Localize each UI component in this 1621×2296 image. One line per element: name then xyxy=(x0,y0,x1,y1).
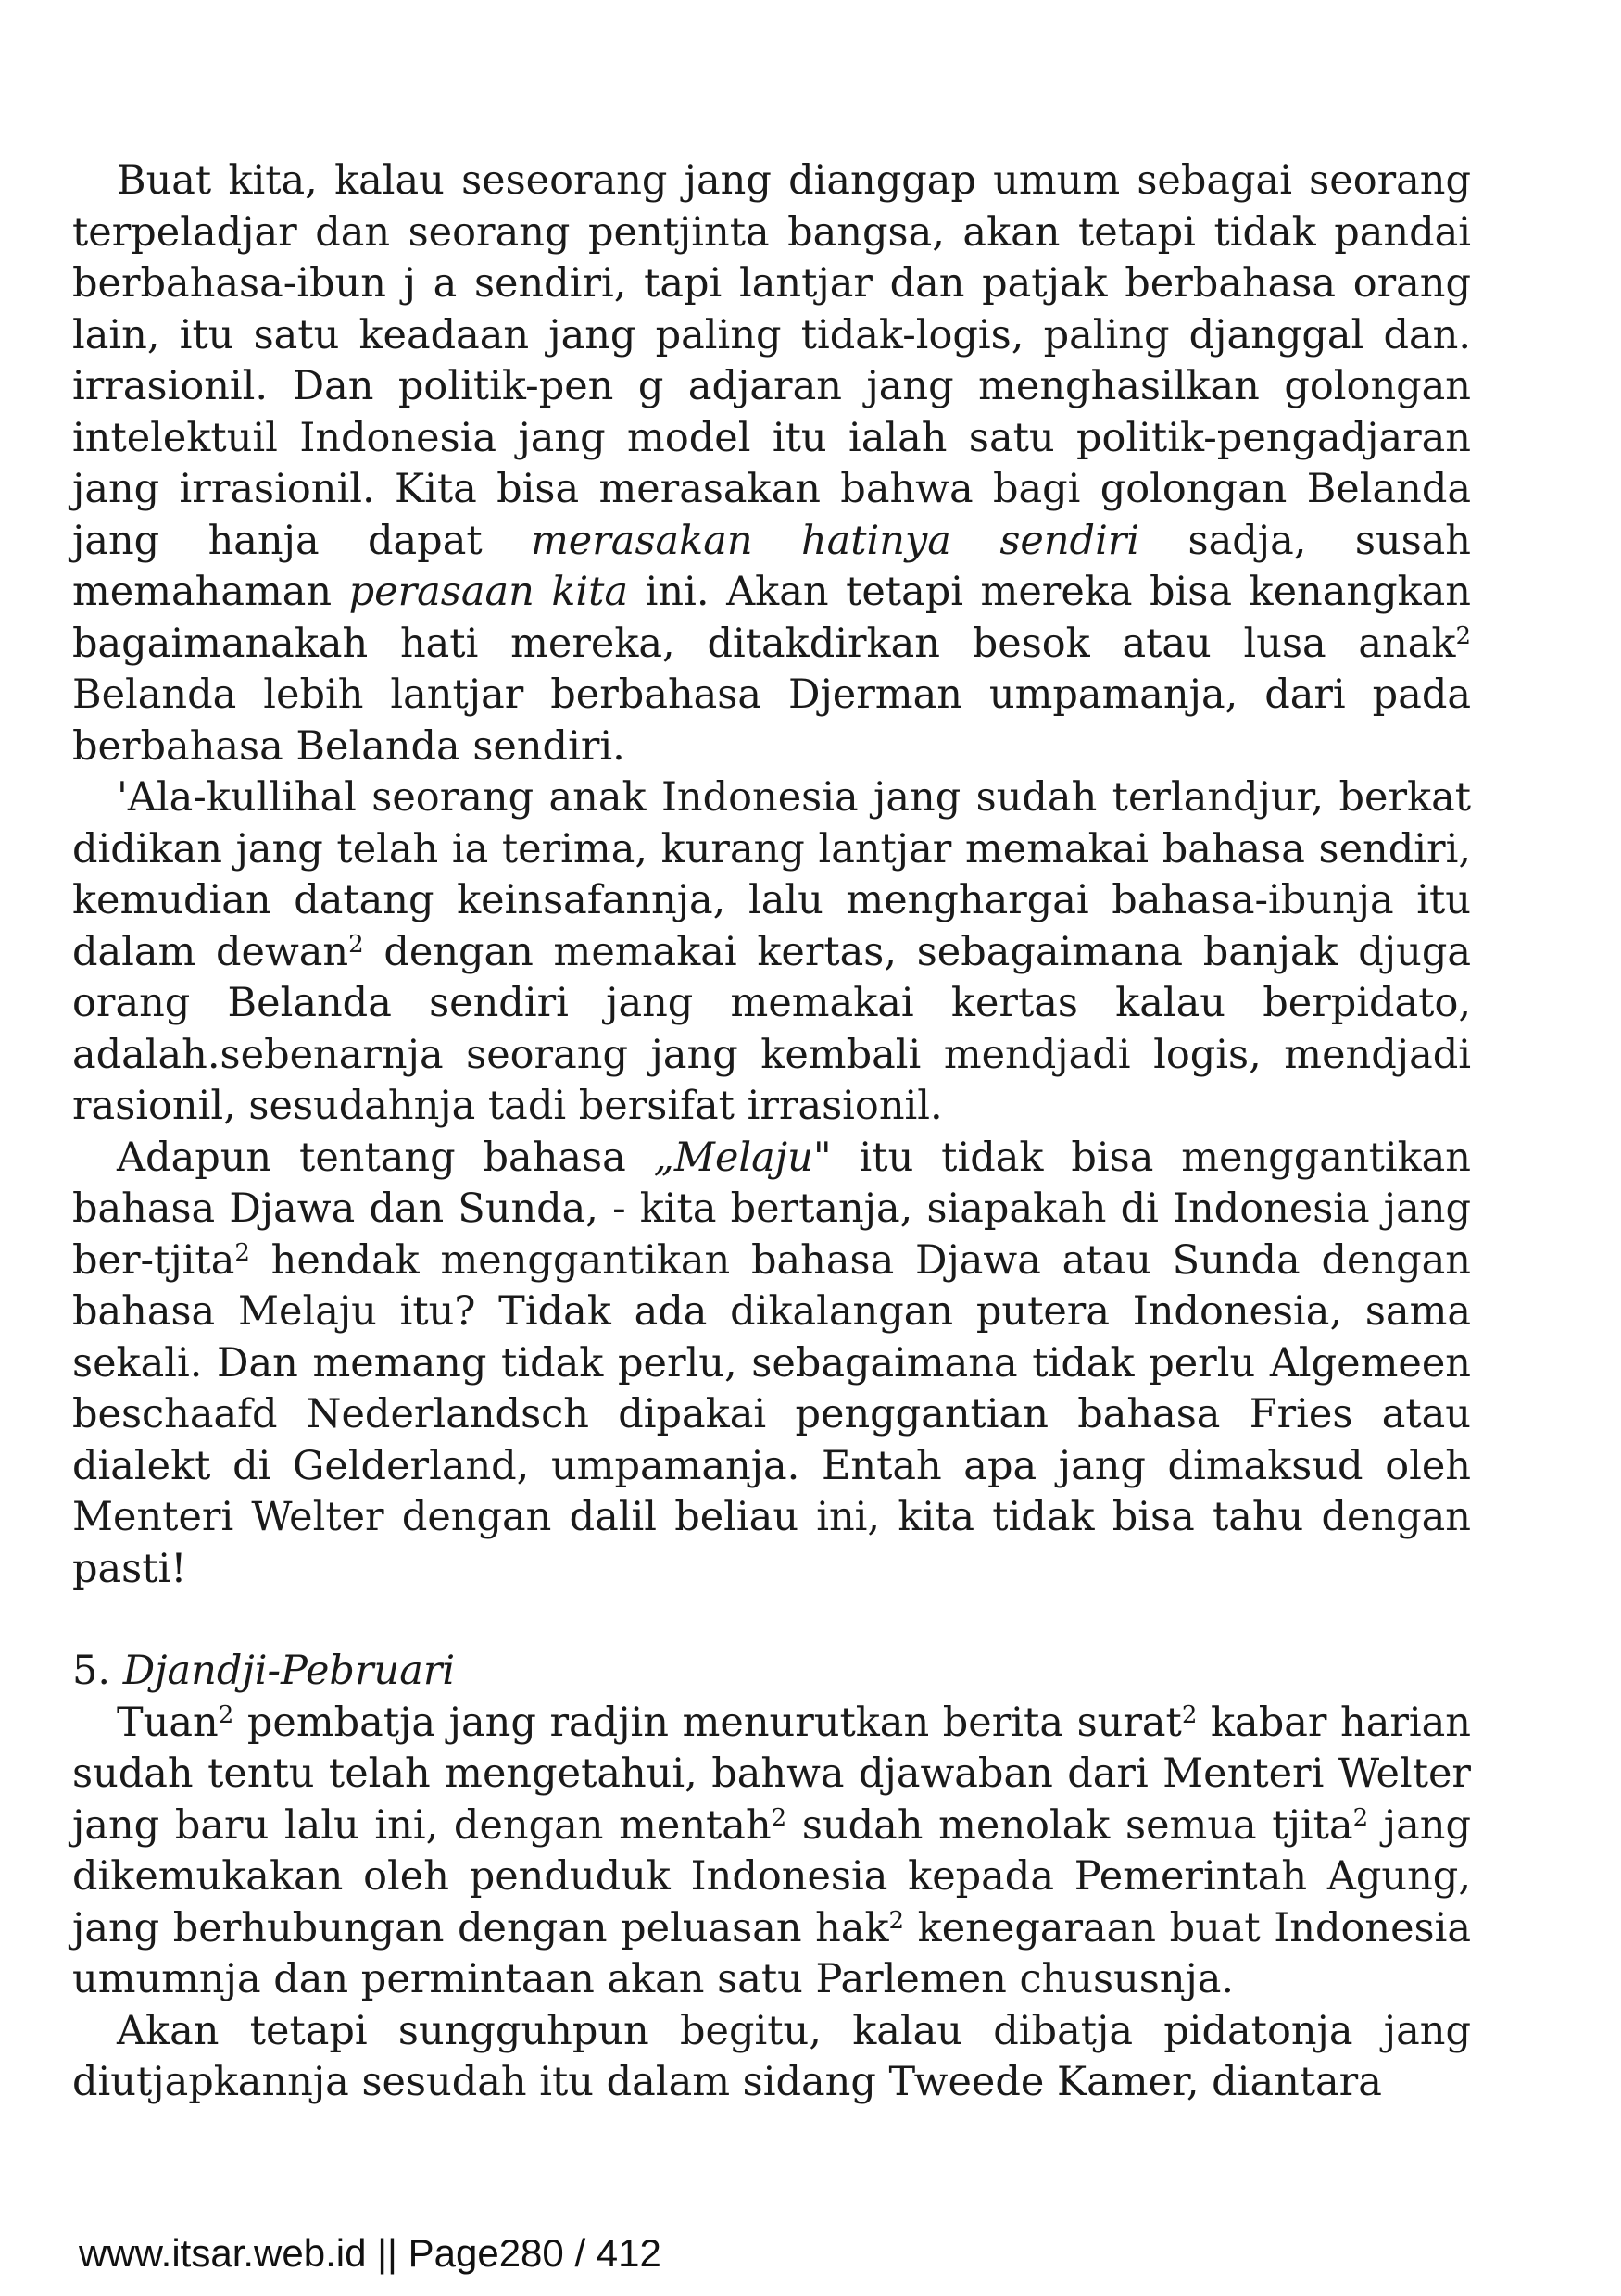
text-run: Belanda lebih lantjar berbahasa Djerman umpamanja, dari pada berbahasa Belanda sendiri. xyxy=(72,671,1471,770)
italic-run: „Melaju" xyxy=(653,1134,832,1181)
text-run: hendak menggantikan bahasa Djawa atau Sunda dengan bahasa Melaju itu? Tidak ada dikalangan putera Indonesia, sama sekali. Dan memang tidak perlu, sebagaimana tidak perlu Algemeen beschaafd Nederlandsch dipakai penggantian bahasa Fries atau dialekt di Gelderland, umpamanja. Entah apa jang dimaksud oleh Menteri Welter dengan dalil beliau ini, kita tidak bisa tahu dengan pasti! xyxy=(72,1236,1471,1592)
text-run: Tuan xyxy=(117,1699,219,1746)
text-run: Buat kita, kalau seseorang jang dianggap umum sebagai seorang terpeladjar dan seorang pentjinta bangsa, akan tetapi tidak pandai berbahasa-ibun j a sendiri, tapi lantjar dan patjak berbahasa orang lain, itu satu keadaan jang paling tidak-logis, paling djanggal dan. irrasionil. Dan politik-pen g adjaran jang menghasilkan golongan intelektuil Indonesia jang model itu ialah satu politik-pengadjaran jang irrasionil. Kita bisa merasakan bahwa bagi golongan Belanda jang hanja dapat xyxy=(72,157,1471,564)
superscript: 2 xyxy=(1181,1700,1198,1729)
paragraph-5 xyxy=(72,2006,1471,2109)
text-run: sudah menolak semua tjita xyxy=(786,1801,1353,1849)
page-footer xyxy=(79,2231,661,2276)
superscript: 2 xyxy=(771,1803,787,1832)
text-run: ini. Akan tetapi mereka bisa kenangkan bagaimanakah hati mereka, ditakdirkan besok atau lusa anak xyxy=(72,569,1471,667)
paragraph-4 xyxy=(72,1698,1471,2006)
paragraph-2 xyxy=(72,772,1471,1133)
text-run: itu tidak bisa menggantikan bahasa Djawa dan Sunda, - kita bertanja, siapakah di Indonesia jang ber-tjita xyxy=(72,1134,1471,1284)
text-run: pembatja jang radjin menurutkan berita surat xyxy=(233,1699,1182,1746)
superscript: 2 xyxy=(1352,1803,1369,1832)
superscript: 2 xyxy=(1455,621,1471,650)
paragraph-3 xyxy=(72,1133,1471,1596)
text-run: Akan tetapi sungguhpun begitu, kalau dibatja pidatonja jang diutjapkannja sesudah itu dalam sidang Tweede Kamer, diantara xyxy=(72,2007,1471,2105)
text-run: sadja, susah memahaman xyxy=(72,517,1471,615)
heading-number: 5. xyxy=(72,1648,123,1694)
footer-text[interactable]: www.itsar.web.id || Page280 / 412 xyxy=(79,2231,661,2275)
text-run: Adapun tentang bahasa xyxy=(117,1134,654,1181)
page-body xyxy=(72,156,1471,2109)
text-run: kenegaraan buat Indonesia umumnja dan permintaan akan satu Parlemen chususnja. xyxy=(72,1904,1471,2002)
text-run: dengan memakai kertas, sebagaimana banjak djuga orang Belanda sendiri jang memakai kertas kalau berpidato, adalah.sebenarnja seorang jang kembali mendjadi logis, mendjadi rasionil, sesudahnja tadi bersifat irrasionil. xyxy=(72,928,1471,1129)
section-heading xyxy=(72,1646,1471,1698)
text-run: jang dikemukakan oleh penduduk Indonesia kepada Pemerintah Agung, jang berhubungan dengan peluasan hak xyxy=(72,1801,1471,1951)
superscript: 2 xyxy=(348,930,364,959)
superscript: 2 xyxy=(234,1238,250,1267)
superscript: 2 xyxy=(218,1700,234,1729)
italic-run: merasakan hatinya sendiri xyxy=(531,517,1140,564)
text-run: kabar harian sudah tentu telah mengetahui, bahwa djawaban dari Menteri Welter jang baru lalu ini, dengan mentah xyxy=(72,1699,1472,1849)
text-run: 'Ala-kullihal seorang anak Indonesia jang sudah terlandjur, berkat didikan jang telah ia terima, kurang lantjar memakai bahasa sendiri, kemudian datang keinsafannja, lalu menghargai bahasa-ibunja itu dalam dewan xyxy=(72,774,1471,975)
paragraph-1 xyxy=(72,156,1471,772)
section-gap xyxy=(72,1595,1471,1646)
italic-run: perasaan kita xyxy=(348,569,629,615)
heading-title: Djandji-Pebruari xyxy=(122,1648,456,1694)
superscript: 2 xyxy=(888,1906,905,1935)
